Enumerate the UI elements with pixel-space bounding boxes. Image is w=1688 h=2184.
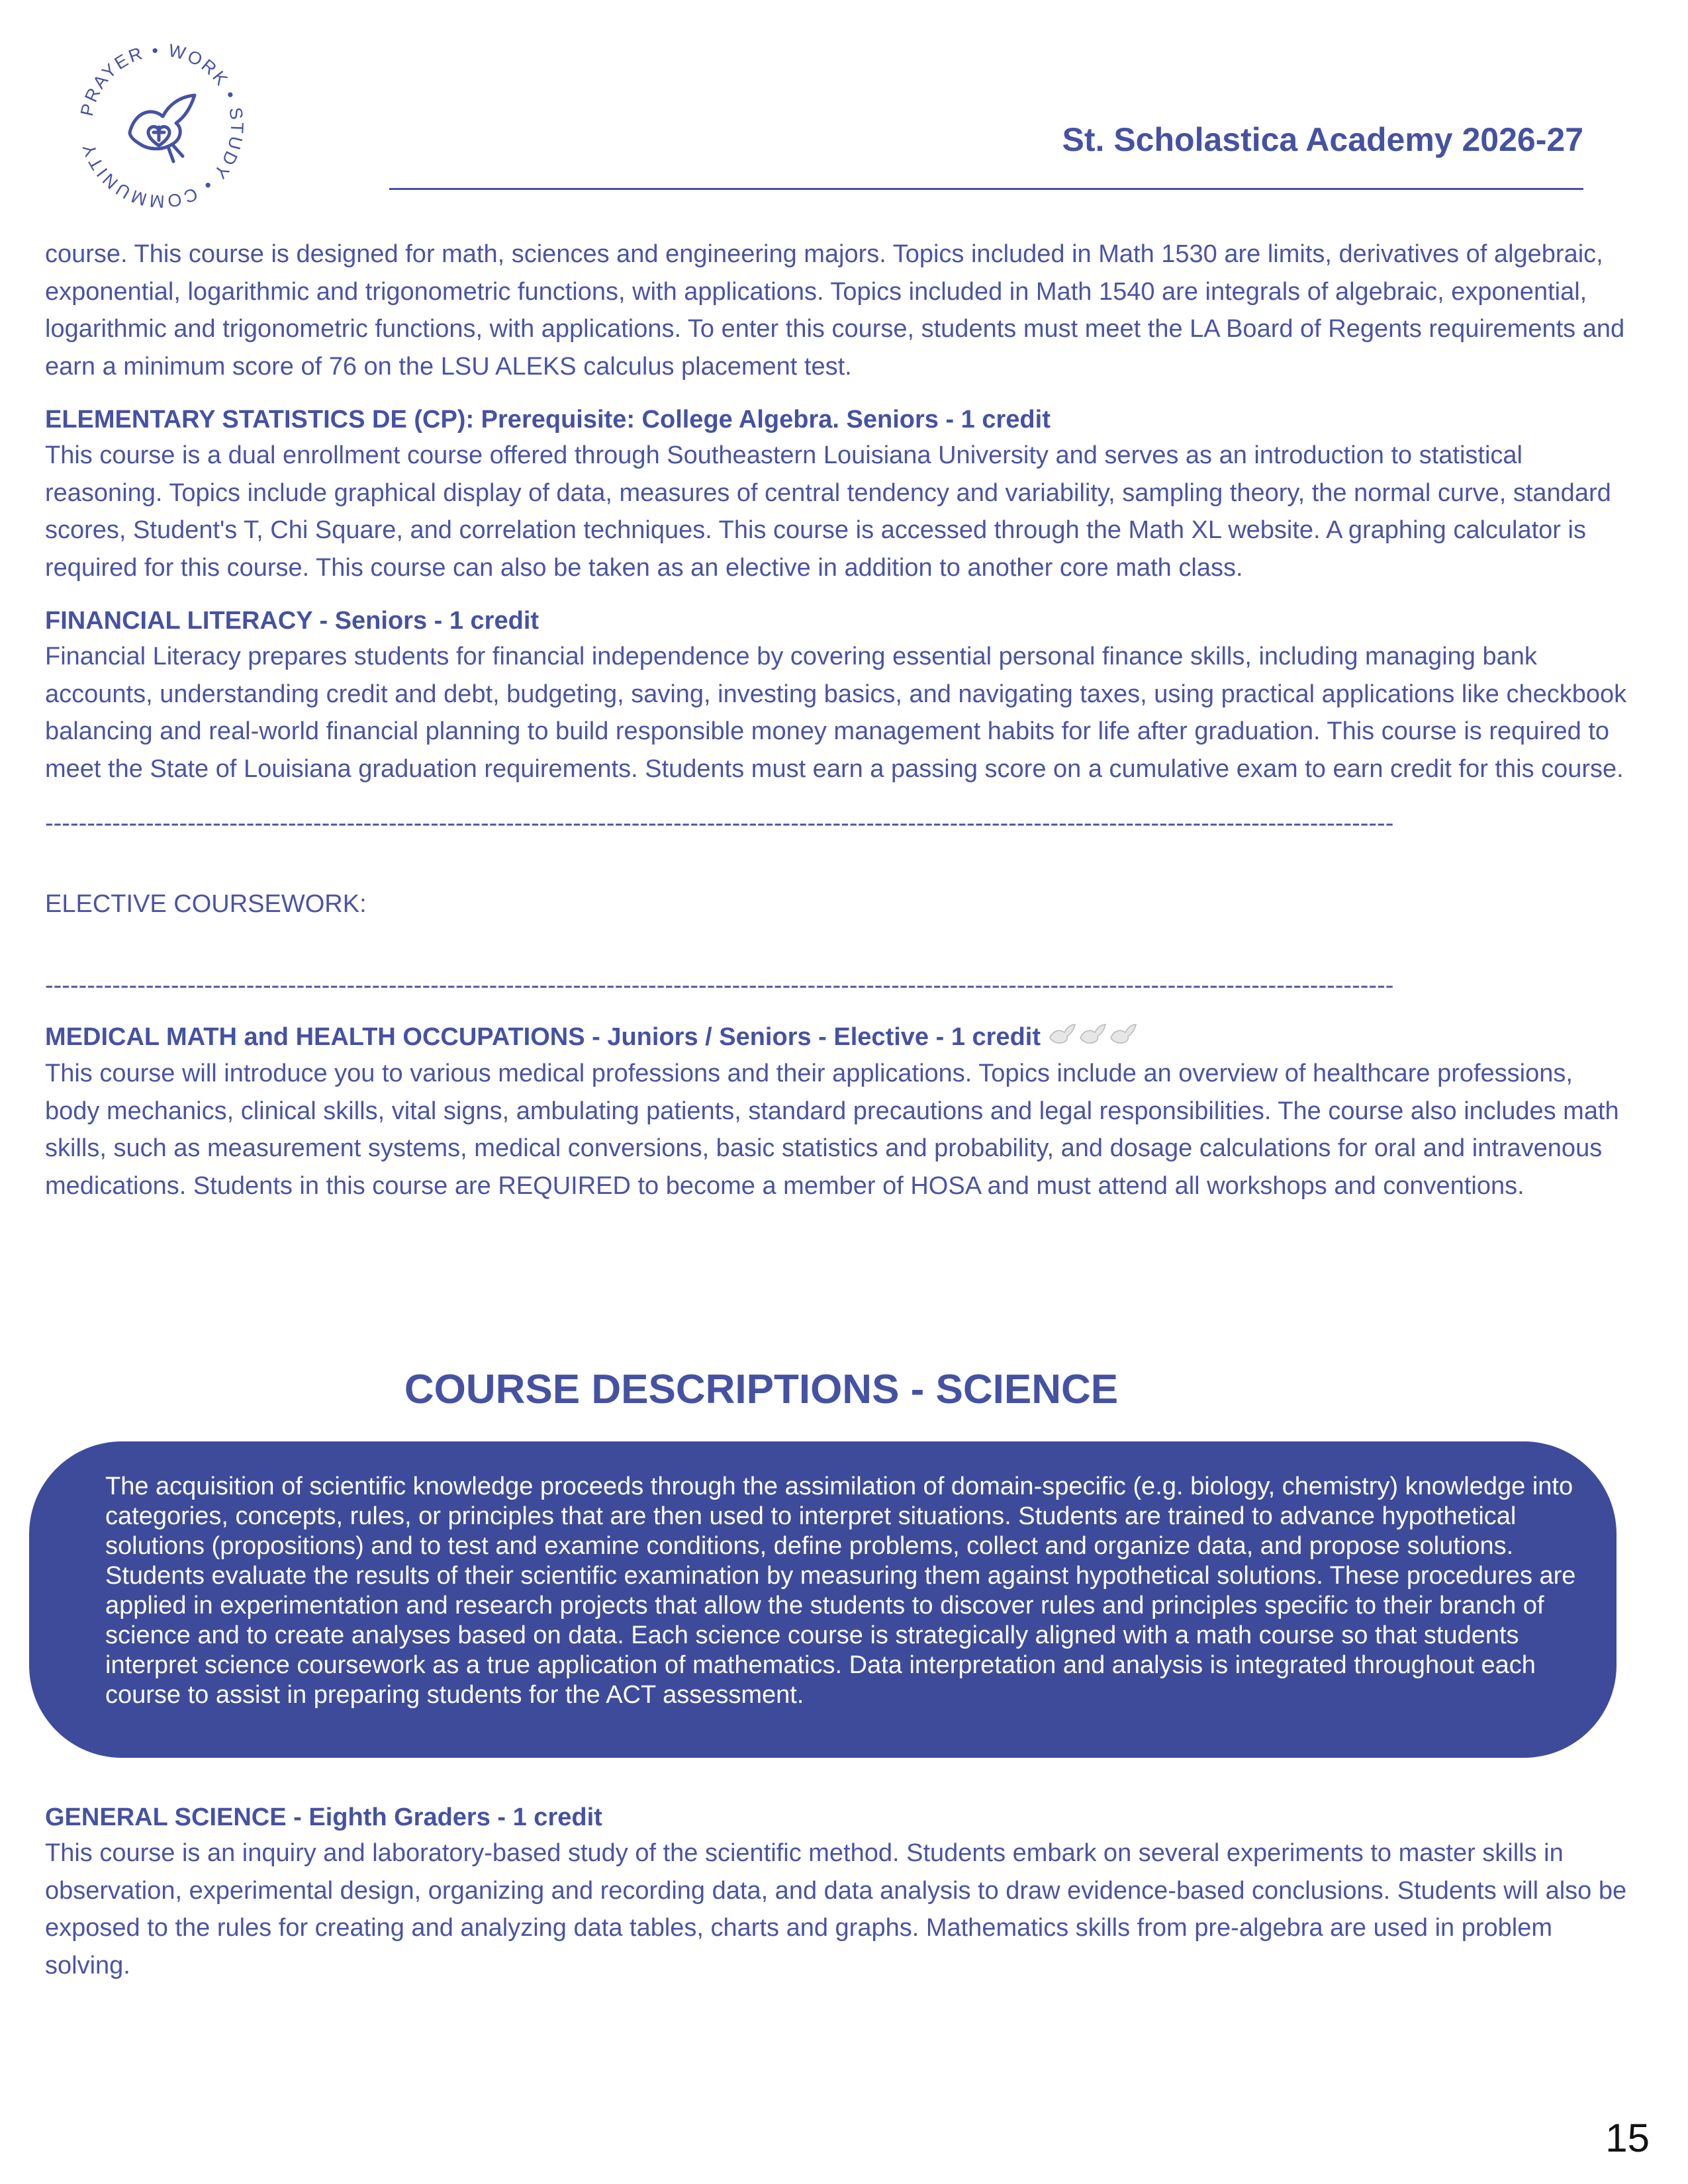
- document-header-title: St. Scholastica Academy 2026-27: [1062, 121, 1583, 158]
- course-description-medical-math: This course will introduce you to various medical professions and their applications. Topics include an overview of healthcare professions, body mechanics, clinical skills, vital signs, ambulating patients, standard precautions and legal responsibilities. The course also includes math skills, such as measurement systems, medical conversions, basic statistics and probability, and dosage calculations for oral and intravenous medications. Students in this course are REQUIRED to become a member of HOSA and must attend all workshops and conventions.: [45, 1060, 1619, 1200]
- header-divider: [389, 188, 1583, 190]
- science-course: [45, 1800, 1634, 1984]
- dashed-divider: -----------------------------------------------------------------------------------------------------------------------------------------------------------------: [45, 971, 1394, 999]
- course-title-financial-literacy: FINANCIAL LITERACY - Seniors - 1 credit: [45, 607, 539, 635]
- dove-heart-cross-icon: [69, 33, 254, 218]
- course-title-medical-math: [45, 1020, 1634, 1056]
- page-number: 15: [1605, 2116, 1650, 2160]
- school-logo: [69, 33, 254, 218]
- dove-icon: [1111, 1024, 1136, 1043]
- science-intro-text: The acquisition of scientific knowledge proceeds through the assimilation of domain-specific (e.g. biology, chemistry) knowledge into categories, concepts, rules, or principles that are then used to interpret situations. Students are trained to advance hypothetical solutions (propositions) and to test and examine conditions, define problems, collect and organize data, and propose solutions. Students evaluate the results of their scientific examination by measuring them against hypothetical solutions. These procedures are applied in experimentation and research projects that allow the students to discover rules and principles specific to their branch of science and to create analyses based on data. Each science course is strategically aligned with a math course so that students interpret science coursework as a true application of mathematics. Data interpretation and analysis is integrated throughout each course to assist in preparing students for the ACT assessment.: [105, 1473, 1576, 1709]
- course-title-elementary-statistics: ELEMENTARY STATISTICS DE (CP): Prerequisite: College Algebra. Seniors - 1 credit: [45, 406, 1051, 433]
- science-intro-box: [29, 1441, 1617, 1758]
- dashed-divider: -----------------------------------------------------------------------------------------------------------------------------------------------------------------: [45, 809, 1394, 837]
- elective-coursework-label: ELECTIVE COURSEWORK:: [45, 890, 367, 918]
- dove-icon: [1080, 1024, 1105, 1043]
- course-title-medical-math-text: MEDICAL MATH and HEALTH OCCUPATIONS - Juniors / Seniors - Elective - 1 credit: [45, 1023, 1041, 1051]
- dove-icon: [1050, 1024, 1075, 1043]
- course-description-financial-literacy: Financial Literacy prepares students for financial independence by covering essential personal finance skills, including managing bank accounts, understanding credit and debt, budgeting, saving, investing basics, and navigating taxes, using practical applications like checkbook balancing and real-world financial planning to build responsible money management habits for life after graduation. This course is required to meet the State of Louisiana graduation requirements. Students must earn a passing score on a cumulative exam to earn credit for this course.: [45, 643, 1627, 783]
- logo-ring-text: PRAYER • WORK • STUDY • COMMUNITY: [76, 40, 248, 212]
- dove-icons: [1046, 1021, 1139, 1055]
- course-description-general-science: This course is an inquiry and laboratory-based study of the scientific method. Students embark on several experiments to master skills in observation, experimental design, organizing and recording data, and data analysis to draw evidence-based conclusions. Students will also be exposed to the rules for creating and analyzing data tables, charts and graphs. Mathematics skills from pre-algebra are used in problem solving.: [45, 1839, 1627, 1979]
- course-title-general-science: GENERAL SCIENCE - Eighth Graders - 1 credit: [45, 1803, 602, 1831]
- page-content: [45, 236, 1634, 1205]
- course-description-elementary-statistics: This course is a dual enrollment course offered through Southeastern Louisiana University and serves as an introduction to statistical reasoning. Topics include graphical display of data, measures of central tendency and variability, sampling theory, the normal curve, standard scores, Student's T, Chi Square, and correlation techniques. This course is accessed through the Math XL website. A graphing calculator is required for this course. This course can also be taken as an elective in addition to another core math class.: [45, 441, 1611, 582]
- science-section-title: COURSE DESCRIPTIONS - SCIENCE: [404, 1367, 1119, 1412]
- math-intro-continuation: course. This course is designed for math, sciences and engineering majors. Topics included in Math 1530 are limits, derivatives of algebraic, exponential, logarithmic and trigonometric functions, with applications. Topics included in Math 1540 are integrals of algebraic, exponential, logarithmic and trigonometric functions, with applications. To enter this course, students must meet the LA Board of Regents requirements and earn a minimum score of 76 on the LSU ALEKS calculus placement test.: [45, 240, 1625, 381]
